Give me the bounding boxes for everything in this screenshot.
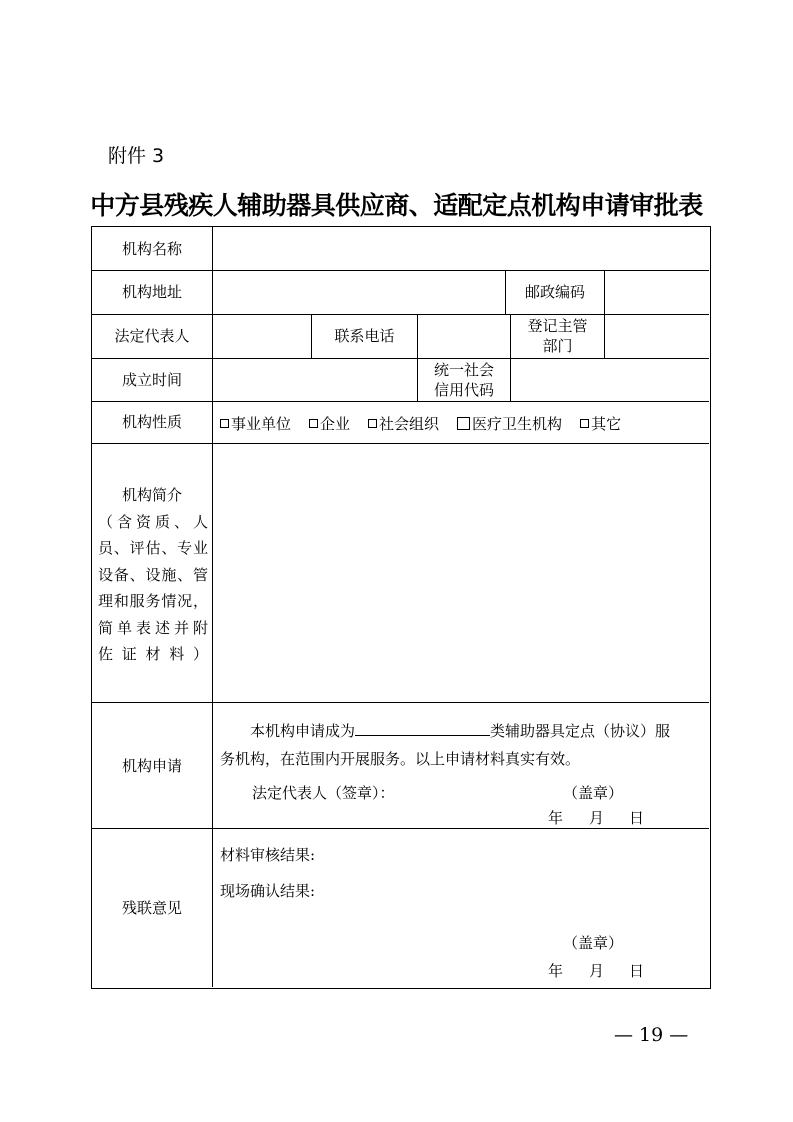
page-number: — 19 — — [614, 1024, 689, 1046]
checkbox-icon[interactable] — [220, 419, 229, 428]
credit-code-label-line2: 信用代码 — [433, 380, 494, 399]
phone-field[interactable] — [418, 314, 510, 358]
category-blank[interactable] — [355, 719, 490, 736]
intro-label: 机构简介 （含资质、人 员、评估、专业 设备、设施、管 理和服务情况， 简单表述并附 佐证材料） — [98, 486, 208, 663]
application-label: 机构申请 — [121, 756, 182, 775]
org-name-field[interactable] — [213, 227, 709, 270]
federation-opinion-label: 残联意见 — [121, 899, 182, 917]
registration-dept-label-line1: 登记主管 — [527, 317, 588, 335]
nature-option-public-institution[interactable]: 事业单位 — [220, 413, 291, 434]
form-title: 中方县残疾人辅助器具供应商、适配定点机构申请审批表 — [90, 191, 703, 220]
site-confirm-label: 现场确认结果: — [220, 882, 316, 900]
nature-label: 机构性质 — [121, 413, 182, 431]
founded-label: 成立时间 — [121, 370, 182, 389]
application-seal-label: （盖章） — [563, 784, 624, 802]
checkbox-icon[interactable] — [368, 419, 377, 428]
org-address-field[interactable] — [213, 270, 505, 314]
credit-code-label-line1: 统一社会 — [433, 360, 494, 379]
application-statement: 本机构申请成为 类辅助器具定点（协议）服 务机构，在范围内开展服务。以上申请材料真实有效。 — [220, 717, 704, 773]
intro-field[interactable] — [213, 444, 709, 702]
material-review-label: 材料审核结果: — [220, 846, 316, 864]
nature-options — [220, 403, 639, 443]
org-address-label: 机构地址 — [121, 283, 182, 301]
registration-dept-label-line2: 部门 — [542, 337, 573, 355]
legal-sign-label: 法定代表人（签章）： — [252, 784, 395, 802]
registration-dept-field[interactable] — [605, 314, 709, 358]
application-form-table: 机构名称 机构地址 邮政编码 法定代表人 联系电话 登记主管 部门 成立时间 统一社会 信用代码 机构性质 事业单位 企业 社会组织 医疗卫生机构 其它 机构简介 （含资质、人 员、评估、专业 设备、设施、管 理和服务情况， 简单表述并附 佐证材料） 机构申请 本机构申请成为 类辅助器具定点（协议）服 务机构，在范围内开展服务。以上申请材料真实有效。 法定代表人（签章）： （盖章） 年 月 日 残联意见 材料审核结果: 现场确认结果: （盖章） 年 月 日 — [91, 226, 711, 989]
nature-option-other[interactable]: 其它 — [580, 413, 621, 434]
attachment-label: 附件 3 — [108, 145, 165, 167]
postal-code-field[interactable] — [605, 270, 709, 314]
nature-option-social-org[interactable]: 社会组织 — [368, 413, 439, 434]
federation-seal-label: （盖章） — [563, 934, 624, 952]
phone-label: 联系电话 — [334, 327, 395, 345]
credit-code-label — [418, 358, 510, 401]
nature-option-enterprise[interactable]: 企业 — [309, 413, 350, 434]
legal-rep-label: 法定代表人 — [114, 327, 190, 345]
registration-dept-label — [511, 314, 604, 358]
checkbox-icon[interactable] — [457, 417, 470, 430]
postal-code-label: 邮政编码 — [524, 283, 585, 301]
credit-code-field[interactable] — [511, 358, 709, 401]
checkbox-icon[interactable] — [580, 419, 589, 428]
founded-field[interactable] — [213, 358, 417, 401]
nature-option-medical-institution[interactable]: 医疗卫生机构 — [457, 413, 562, 434]
checkbox-icon[interactable] — [309, 419, 318, 428]
org-name-label: 机构名称 — [121, 239, 182, 258]
legal-rep-field[interactable] — [213, 314, 311, 358]
